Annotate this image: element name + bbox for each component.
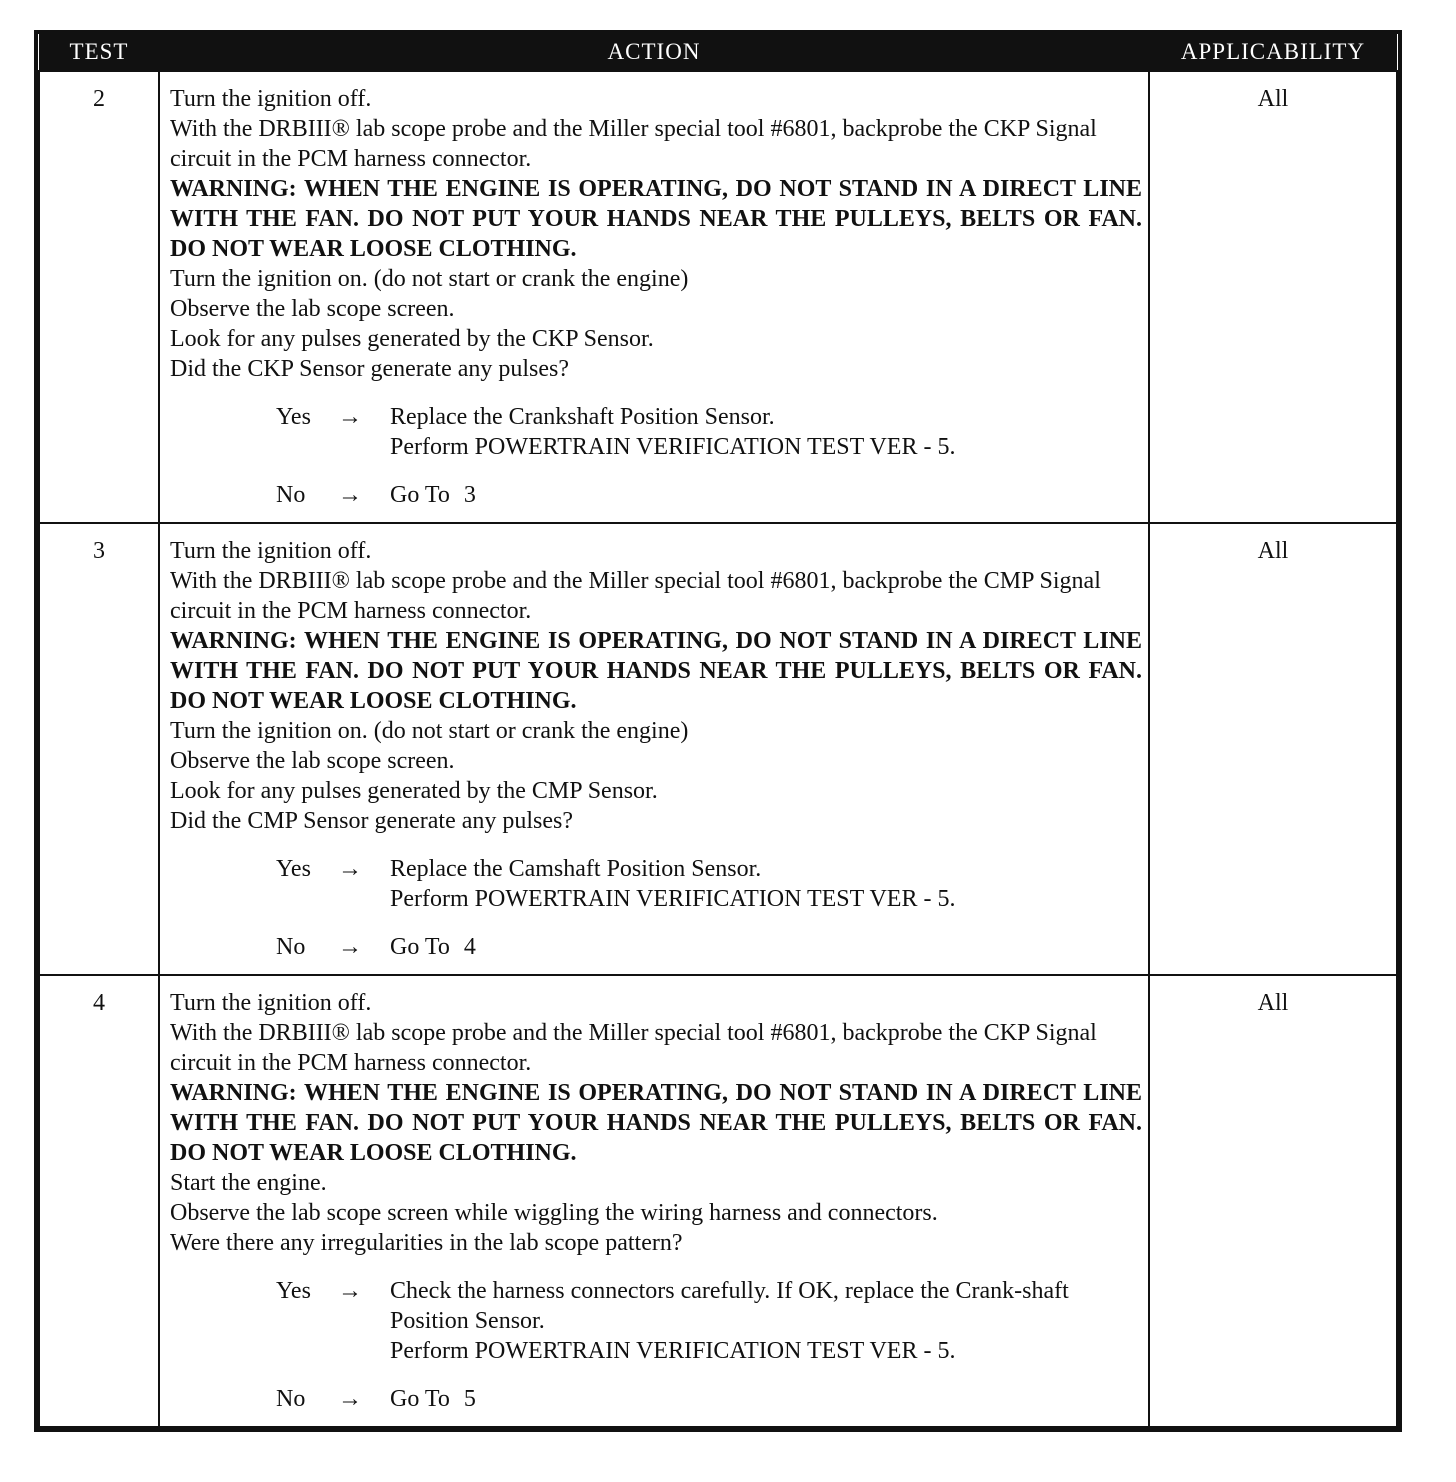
action-step: Did the CKP Sensor generate any pulses? (170, 356, 570, 382)
outcome-yes-line: Perform POWERTRAIN VERIFICATION TEST VER - 5. (390, 886, 956, 912)
outcomes (276, 854, 1142, 962)
outcomes (276, 1276, 1142, 1414)
outcome-label-no: No (276, 1386, 306, 1412)
outcome-yes (276, 402, 1142, 462)
diagnostic-test-table (38, 34, 1398, 1428)
outcome-yes-line: Replace the Camshaft Position Sensor. (390, 856, 762, 882)
outcome-yes-line: Replace the Crankshaft Position Sensor. (390, 404, 775, 430)
arrow-right-icon: → (338, 856, 362, 882)
action-step: Did the CMP Sensor generate any pulses? (170, 808, 574, 834)
table-row (39, 71, 1397, 523)
applicability-value: All (1149, 975, 1397, 1427)
goto-label: Go To (390, 934, 450, 960)
table-row (39, 523, 1397, 975)
goto-label: Go To (390, 482, 450, 508)
action-step: Look for any pulses generated by the CKP Sensor. (170, 326, 654, 352)
warning-text: WARNING: WHEN THE ENGINE IS OPERATING, DO NOT STAND IN A DIRECT LINE WITH THE FAN. DO NOT PUT YOUR HANDS NEAR THE PULLEYS, BELTS OR FAN. DO NOT WEAR LOOSE CLOTHING. (170, 628, 1142, 714)
applicability-value: All (1149, 523, 1397, 975)
action-step: Turn the ignition off. (170, 538, 372, 564)
outcome-label-yes: Yes (276, 856, 311, 882)
action-step: Observe the lab scope screen. (170, 296, 455, 322)
header-test: TEST (39, 34, 159, 71)
action-step: Were there any irregularities in the lab scope pattern? (170, 1230, 683, 1256)
warning-text: WARNING: WHEN THE ENGINE IS OPERATING, DO NOT STAND IN A DIRECT LINE WITH THE FAN. DO NOT PUT YOUR HANDS NEAR THE PULLEYS, BELTS OR FAN. DO NOT WEAR LOOSE CLOTHING. (170, 1080, 1142, 1166)
action-step: Turn the ignition off. (170, 990, 372, 1016)
outcome-no-text (390, 1384, 1142, 1414)
goto-test-number: 3 (463, 482, 476, 508)
test-number: 2 (39, 71, 159, 523)
arrow-right-icon: → (338, 482, 362, 508)
arrow-right-icon: → (338, 1278, 362, 1304)
action-step: Turn the ignition on. (do not start or crank the engine) (170, 718, 689, 744)
outcome-yes-text (390, 854, 1142, 914)
outcome-yes (276, 854, 1142, 914)
outcome-yes-text (390, 1276, 1142, 1366)
action-cell (159, 975, 1149, 1427)
outcome-label-yes: Yes (276, 404, 311, 430)
goto-label: Go To (390, 1386, 450, 1412)
action-step: Turn the ignition on. (do not start or crank the engine) (170, 266, 689, 292)
test-number: 4 (39, 975, 159, 1427)
diagnostic-table-sheet (34, 30, 1402, 1432)
outcome-label-yes: Yes (276, 1278, 311, 1304)
action-step: With the DRBIII® lab scope probe and the Miller special tool #6801, backprobe the CKP Signal circuit in the PCM harness connector. (170, 1020, 1097, 1076)
outcome-yes (276, 1276, 1142, 1366)
outcome-no (276, 1384, 1142, 1414)
goto-test-number: 4 (463, 934, 476, 960)
outcome-label-no: No (276, 934, 306, 960)
outcomes (276, 402, 1142, 510)
action-cell (159, 71, 1149, 523)
action-step: Observe the lab scope screen while wiggling the wiring harness and connectors. (170, 1200, 938, 1226)
action-step: With the DRBIII® lab scope probe and the Miller special tool #6801, backprobe the CMP Signal circuit in the PCM harness connector. (170, 568, 1101, 624)
table-header-row (39, 34, 1397, 71)
outcome-label-no: No (276, 482, 306, 508)
outcome-yes-line: Perform POWERTRAIN VERIFICATION TEST VER - 5. (390, 1338, 956, 1364)
outcome-no-text (390, 480, 1142, 510)
action-step: Turn the ignition off. (170, 86, 372, 112)
action-step: Look for any pulses generated by the CMP Sensor. (170, 778, 658, 804)
header-action: ACTION (159, 34, 1149, 71)
test-number: 3 (39, 523, 159, 975)
arrow-right-icon: → (338, 934, 362, 960)
table-body (39, 71, 1397, 1427)
action-cell (159, 523, 1149, 975)
outcome-yes-text (390, 402, 1142, 462)
arrow-right-icon: → (338, 404, 362, 430)
action-step: Start the engine. (170, 1170, 327, 1196)
applicability-value: All (1149, 71, 1397, 523)
warning-text: WARNING: WHEN THE ENGINE IS OPERATING, DO NOT STAND IN A DIRECT LINE WITH THE FAN. DO NOT PUT YOUR HANDS NEAR THE PULLEYS, BELTS OR FAN. DO NOT WEAR LOOSE CLOTHING. (170, 176, 1142, 262)
header-applicability: APPLICABILITY (1149, 34, 1397, 71)
outcome-no (276, 932, 1142, 962)
action-step: Observe the lab scope screen. (170, 748, 455, 774)
outcome-no-text (390, 932, 1142, 962)
table-row (39, 975, 1397, 1427)
outcome-yes-line: Perform POWERTRAIN VERIFICATION TEST VER - 5. (390, 434, 956, 460)
outcome-no (276, 480, 1142, 510)
goto-test-number: 5 (463, 1386, 476, 1412)
arrow-right-icon: → (338, 1386, 362, 1412)
outcome-yes-line: Check the harness connectors carefully. If OK, replace the Crank-shaft Position Sensor. (390, 1278, 1069, 1334)
action-step: With the DRBIII® lab scope probe and the Miller special tool #6801, backprobe the CKP Signal circuit in the PCM harness connector. (170, 116, 1097, 172)
